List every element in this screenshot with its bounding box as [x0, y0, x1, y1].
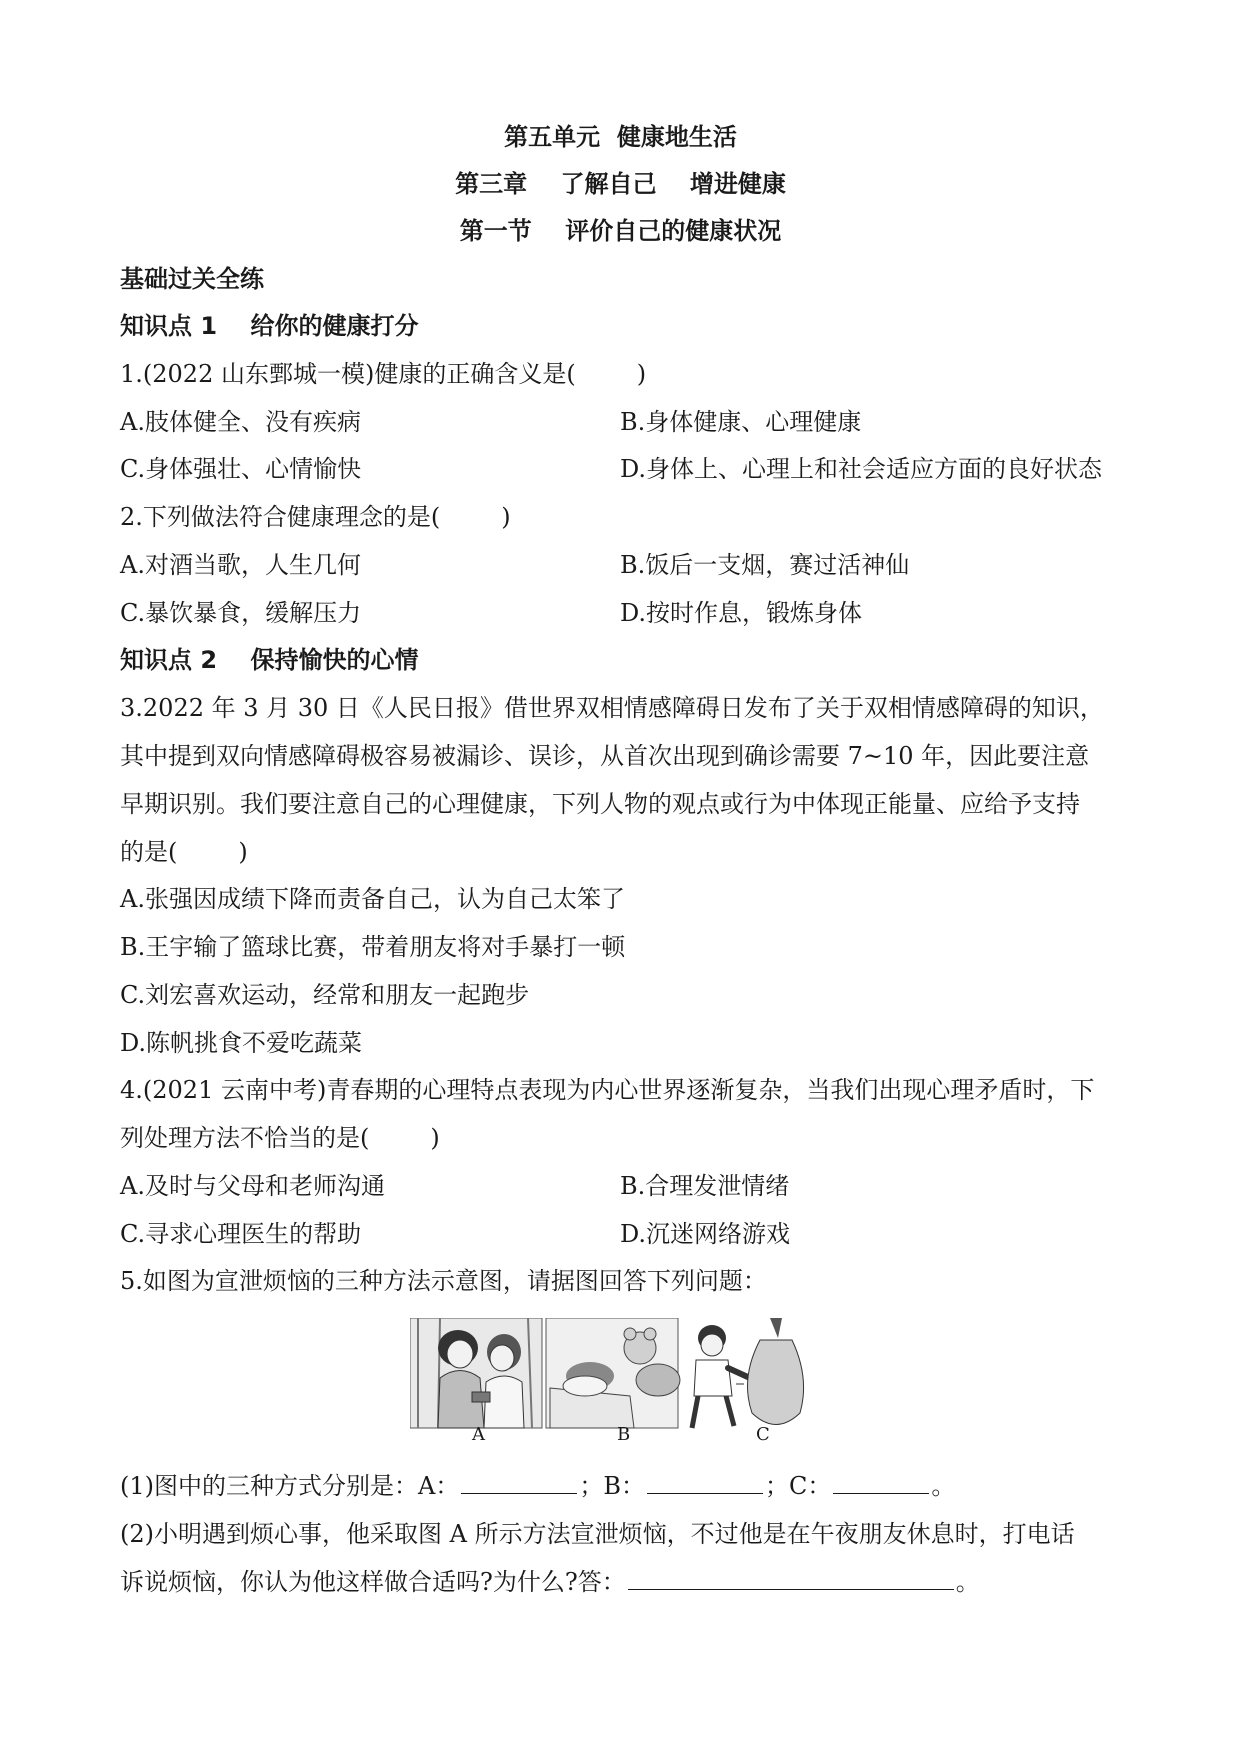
q3-option-d: D.陈帆挑食不爱吃蔬菜	[120, 1029, 363, 1057]
figure-label-b: B	[617, 1424, 631, 1445]
q2-option-b: B.饭后一支烟，赛过活神仙	[620, 551, 910, 579]
q2-option-d: D.按时作息，锻炼身体	[620, 599, 863, 627]
q5-sub1-prefix: (1)图中的三种方式分别是：A：	[120, 1472, 460, 1500]
q3-stem-line2: 其中提到双向情感障碍极容易被漏诊、误诊，从首次出现到确诊需要 7~10 年，因此要注意	[120, 742, 1090, 770]
q4-option-c: C.寻求心理医生的帮助	[120, 1220, 362, 1248]
q3-stem-line3: 早期识别。我们要注意自己的心理健康，下列人物的观点或行为中体现正能量、应给予支持	[120, 790, 1080, 818]
q2-stem: 2.下列做法符合健康理念的是( )	[120, 503, 511, 531]
exercise-title: 基础过关全练	[120, 265, 264, 293]
section-heading: 第一节 评价自己的健康状况	[459, 217, 782, 245]
q3-option-c: C.刘宏喜欢运动，经常和朋友一起跑步	[120, 981, 530, 1009]
unit-heading: 第五单元 健康地生活	[504, 123, 737, 151]
q5-sub2-prefix: 诉说烦恼，你认为他这样做合适吗?为什么?答：	[120, 1568, 626, 1596]
q3-stem-line4: 的是( )	[120, 838, 248, 866]
q2-option-a: A.对酒当歌，人生几何	[120, 551, 361, 579]
q4-option-a: A.及时与父母和老师沟通	[120, 1172, 385, 1200]
knowledge-point-2: 知识点 2 保持愉快的心情	[120, 646, 419, 674]
q5-sub1-end: 。	[931, 1472, 956, 1500]
q2-option-c: C.暴饮暴食，缓解压力	[120, 599, 362, 627]
chapter-heading: 第三章 了解自己 增进健康	[455, 170, 786, 198]
figure-label-a: A	[472, 1424, 485, 1445]
answer-blank-a[interactable]	[461, 1469, 577, 1494]
q1-option-b: B.身体健康、心理健康	[620, 408, 862, 436]
q3-option-a: A.张强因成绩下降而责备自己，认为自己太笨了	[120, 885, 625, 913]
q1-stem: 1.(2022 山东鄄城一模)健康的正确含义是( )	[120, 360, 647, 388]
answer-blank-b[interactable]	[647, 1469, 763, 1494]
answer-blank-c[interactable]	[833, 1469, 929, 1494]
q1-option-d: D.身体上、心理上和社会适应方面的良好状态	[620, 455, 1103, 483]
q4-option-b: B.合理发泄情绪	[620, 1172, 790, 1200]
figure-label-c: C	[756, 1424, 770, 1445]
q4-stem-line1: 4.(2021 云南中考)青春期的心理特点表现为内心世界逐渐复杂，当我们出现心理矛盾时，下	[120, 1076, 1095, 1104]
panel-c-punching-illustration	[692, 1318, 804, 1428]
q5-sub1	[120, 1469, 955, 1503]
q5-stem: 5.如图为宣泄烦恼的三种方法示意图，请据图回答下列问题：	[120, 1267, 767, 1295]
q1-option-c: C.身体强壮、心情愉快	[120, 455, 362, 483]
q5-sub2-end: 。	[955, 1568, 980, 1596]
q3-stem-line1: 3.2022 年 3 月 30 日《人民日报》借世界双相情感障碍日发布了关于双相情感障碍的知识，	[120, 694, 1104, 722]
q4-stem-line2: 列处理方法不恰当的是( )	[120, 1124, 440, 1152]
panel-b-crying-illustration	[546, 1318, 680, 1428]
q5-sub2-line1: (2)小明遇到烦心事，他采取图 A 所示方法宣泄烦恼，不过他是在午夜朋友休息时，打电话	[120, 1520, 1075, 1548]
q5-sub1-sep-c: ；C：	[764, 1472, 832, 1500]
q4-option-d: D.沉迷网络游戏	[620, 1220, 791, 1248]
answer-blank-reason[interactable]	[628, 1565, 954, 1590]
q1-option-a: A.肢体健全、没有疾病	[120, 408, 361, 436]
panel-a-talking-illustration	[410, 1318, 542, 1428]
knowledge-point-1: 知识点 1 给你的健康打分	[120, 312, 419, 340]
q5-sub1-sep-b: ；B：	[579, 1472, 645, 1500]
venting-methods-illustration	[410, 1318, 810, 1458]
q3-option-b: B.王宇输了篮球比赛，带着朋友将对手暴打一顿	[120, 933, 626, 961]
q5-sub2-line2	[120, 1565, 980, 1599]
